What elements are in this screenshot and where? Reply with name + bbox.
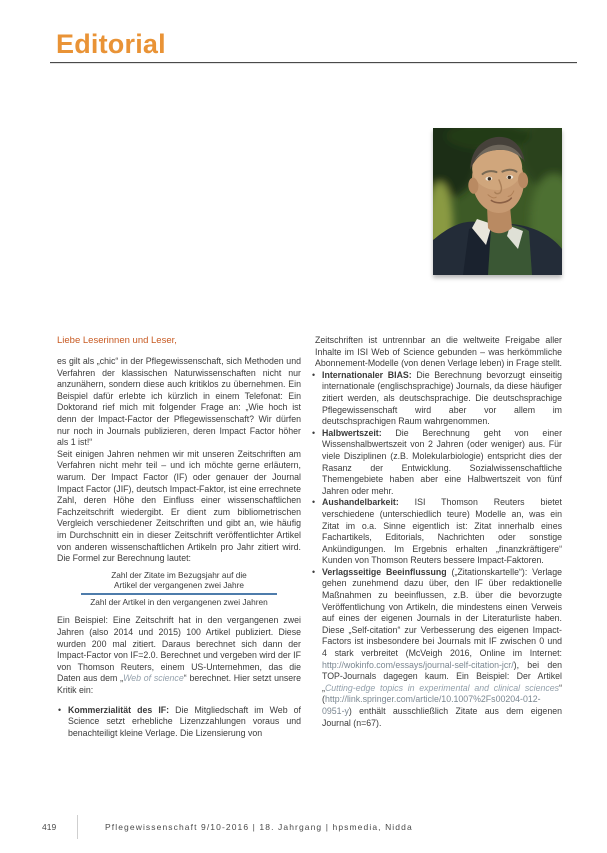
title-rule (50, 62, 577, 64)
text-run: “ ( (322, 682, 562, 705)
formula-numerator-line1: Zahl der Zitate im Bezugsjahr auf die (111, 569, 247, 580)
text-run: („Zitationskartelle“): Verlage gehen zunehmend dazu über, den IF über redaktionelle Maßnahmen zu beeinflussen, z.B. über die bevorzugte Veröffentlichung von Artikeln, die mindestens einen Verweis auf eines der eigenen Journals in der Literaturliste haben. Diese „Self-citation“ zur Verbesserung des eigenen Impact-Factors ist insbesondere bei Journals mit IF zwischen 0 und 4 stark verbreitet (McVeigh 2016, Online im Internet: (322, 566, 562, 659)
text-run: ISI Thomson Reuters bietet verschiedene (unterschiedlich teure) Modelle an, was ein Zitat im o.a. Sinne eigentlich ist: Zitat innerhalb eines Fachartikels, Editorials, Nachrichten oder sonstige Ankündigungen. Im Ergebnis erhalten „finanzkräftigere“ Kunden von Thomson Reuters bessere Impact-Faktoren. (322, 497, 562, 566)
bold-term: Aushandelbarkeit: (322, 497, 399, 508)
editor-portrait-photo (433, 128, 562, 275)
bullet-marker: • (312, 369, 316, 380)
left-column (57, 335, 301, 739)
bullet-marker: • (312, 566, 316, 577)
text-run: ) enthält ausschließlich Zitate aus dem eigenen Journal (n=67). (322, 706, 562, 728)
greeting: Liebe Leserinnen und Leser, (57, 335, 177, 346)
bold-term: Verlagsseitige Beeinflussung (322, 566, 447, 577)
text-run: Zeitschriften ist untrennbar an die weltweite Freigabe aller Inhalte im ISI Web of Science gebunden – was herkömmliche Abonnement-Modelle (von denen Verlage leben) in Frage stellt. (315, 335, 562, 369)
link-url[interactable]: http://wokinfo.com/essays/journal-self-citation-jcr/ (322, 659, 514, 670)
bullet-marker: • (58, 704, 62, 715)
right-column (311, 335, 562, 729)
portrait-illustration (433, 128, 562, 275)
formula-denominator: Zahl der Artikel in den vergangenen zwei Jahren (90, 596, 268, 607)
left-column-text-top (57, 356, 301, 565)
formula-numerator-line2: Artikel der vergangenen zwei Jahre (113, 580, 245, 591)
journal-info: Pflegewissenschaft 9/10-2016 | 18. Jahrgang | hpsmedia, Nidda (105, 822, 413, 832)
text-run: “ berechnet. Hier setzt unsere Kritik ein: (57, 673, 301, 696)
paragraph (57, 356, 301, 449)
paragraph (57, 449, 301, 565)
bullet-marker: • (312, 497, 316, 508)
bullet-marker: • (312, 427, 316, 438)
bullet-item (311, 497, 562, 567)
link-url[interactable]: http://link.springer.com/article/10.1007%2Fs00204-012-0951-y (322, 694, 541, 716)
text-run: es gilt als „chic“ in der Pflegewissenschaft, sich Methoden und Verfahren der klassischen Naturwissenschaften nicht nur anzunähern, sondern diese auch kritiklos zu übernehmen. Ein Beispiel dafür erlebte ich kürzlich in einem Telefonat: Ein Doktorand rief mich mit folgender Frage an: „Wie hoch ist denn der Impact-Factor der Pflegewissenschaft? Wir dürfen nur noch in Journals publizieren, deren Impact Factor höher als 1 ist!“ (57, 356, 301, 448)
page-footer (0, 813, 607, 847)
page-title: Editorial (56, 29, 166, 59)
bold-term: Internationaler BIAS: (322, 369, 412, 380)
text-run: Seit einigen Jahren nehmen wir mit unseren Zeitschriften am Verfahren nicht mehr teil – und ich möchte gerne erläutern, warum. Der Impact Factor (IF) oder genauer der Journal Impact Factor (JIF), deutsch Impact-Faktor, ist eine errechnete Zahl, deren Höhe den Einfluss einer wissenschaftlichen Fachzeitschrift wiedergibt. Er dient zum bibliometrischen Vergleich verschiedener Zeitschriften und gibt an, wie häufig im Durchschnitt ein in dieser Zeitschrift veröffentlichter Artikel von anderen wissenschaftlichen Artikeln pro Jahr zitiert wird. Die Formel zur Berechnung lautet: (57, 448, 301, 564)
bold-term: Kommerzialität des IF: (68, 704, 170, 715)
fraction-bar (81, 593, 277, 595)
text-run: Die Berechnung geht von einer Wissenshalbwertszeit von 2 Jahren (oder weniger) aus. Für viele Disziplinen (z.B. Molekularbiologie) entspricht dies der Rasanz der Entwicklung. Sozialwissenschaftliche Themengebiete haben aber eine Halbwertszeit von fünf Jahren oder mehr. (322, 427, 562, 496)
bold-term: Halbwertszeit: (322, 427, 382, 438)
left-column-text-bottom (57, 615, 301, 739)
bullet-item (311, 567, 562, 729)
italic-title: Web of science (123, 673, 184, 684)
bullet-item (311, 428, 562, 498)
bullet-item (311, 370, 562, 428)
text-run: Die Mitgliedschaft im Web of Science setzt erhebliche Lizenzzahlungen voraus und benachteiligt kleine Verlage. Die Lizensierung von (68, 704, 301, 738)
page-number: 419 (42, 822, 57, 832)
text-run: ), bei den TOP-Journals dagegen kaum. Ein Beispiel: Der Artikel „ (322, 659, 562, 693)
impact-factor-formula (57, 570, 301, 608)
bullet-item (57, 705, 301, 740)
text-run: Die Berechnung bevorzugt einseitig internationale (englischsprachige) Journals, da diese häufiger zitiert werden, als deutschsprachige. Die deutschsprachige Pflegewissenschaft wird aber vor allem im deutschsprachigen Raum wahrgenommen. (322, 369, 562, 427)
text-run: Ein Beispiel: Eine Zeitschrift hat in den vergangenen zwei Jahren (also 2014 und 2015) 100 Artikel publiziert. Diese wurden 200 mal zitiert. Daraus berechnet sich dann der Impact-Factor von IF=2.0. Berechnet und vergeben wird der IF von Thomson Reuters, einem US-Unternehmen, das die Daten aus dem „ (57, 615, 301, 684)
italic-title: Cutting-edge topics in experimental and clinical sciences (324, 682, 560, 693)
footer-divider (77, 815, 78, 839)
right-column-text (311, 335, 562, 729)
formula-numerator (57, 570, 301, 591)
paragraph (57, 615, 301, 696)
paragraph (311, 335, 562, 370)
